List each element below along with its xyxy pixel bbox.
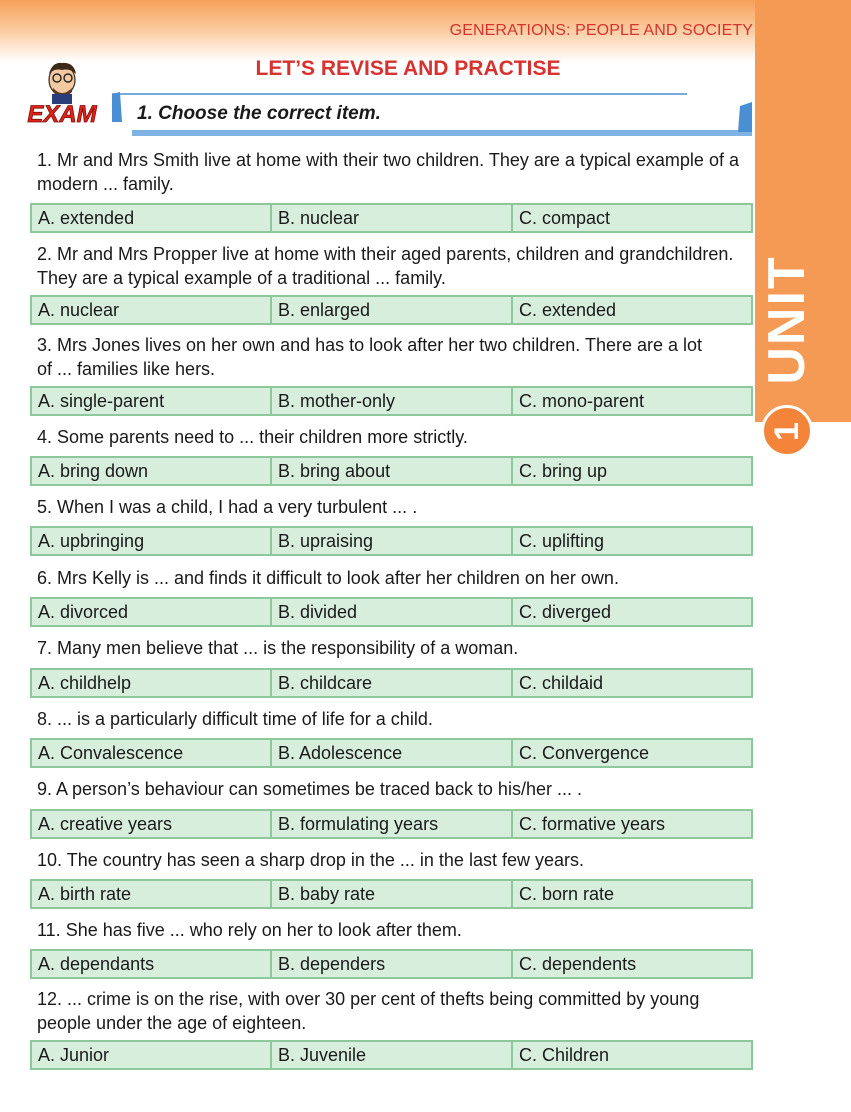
option-a[interactable]: A. single-parent <box>32 388 272 414</box>
option-b[interactable]: B. divided <box>272 599 513 625</box>
question-text: 5. When I was a child, I had a very turbulent ... . <box>37 497 418 517</box>
options-row <box>30 295 753 325</box>
exam-mascot-icon <box>22 58 102 130</box>
options-row <box>30 203 753 233</box>
question-text: 7. Many men believe that ... is the responsibility of a woman. <box>37 638 519 658</box>
option-a[interactable]: A. divorced <box>32 599 272 625</box>
option-a[interactable]: A. dependants <box>32 951 272 977</box>
option-c[interactable]: C. compact <box>519 208 611 228</box>
option-c[interactable]: C. Convergence <box>519 743 650 763</box>
exam-badge-text: EXAM <box>27 101 97 128</box>
options-row <box>30 879 753 909</box>
option-a[interactable]: A. bring down <box>32 458 272 484</box>
option-c[interactable]: C. Children <box>519 1045 610 1065</box>
exercise-instruction: 1. Choose the correct item. <box>137 103 381 124</box>
option-c[interactable]: C. bring up <box>519 461 608 481</box>
options-row <box>30 668 753 698</box>
question-text: 1. Mr and Mrs Smith live at home with their two children. They are a typical example of a modern ... family. <box>37 150 739 194</box>
option-c[interactable]: C. extended <box>519 300 617 320</box>
options-row <box>30 597 753 627</box>
unit-number: 1 <box>767 421 806 441</box>
page-title: LET’S REVISE AND PRACTISE <box>255 57 561 80</box>
options-row <box>30 386 753 416</box>
option-c[interactable]: C. dependents <box>519 954 637 974</box>
options-row <box>30 1040 753 1070</box>
option-c[interactable]: C. born rate <box>519 884 615 904</box>
option-b[interactable]: B. Adolescence <box>272 740 513 766</box>
option-b[interactable]: B. enlarged <box>272 297 513 323</box>
option-b[interactable]: B. bring about <box>272 458 513 484</box>
options-row <box>30 809 753 839</box>
option-c[interactable]: C. diverged <box>519 602 612 622</box>
option-b[interactable]: B. Juvenile <box>272 1042 513 1068</box>
option-b[interactable]: B. upraising <box>272 528 513 554</box>
question-text: 3. Mrs Jones lives on her own and has to look after her two children. There are a lot of ... families like hers. <box>37 335 703 379</box>
question-text: 8. ... is a particularly difficult time of life for a child. <box>37 709 433 729</box>
option-b[interactable]: B. childcare <box>272 670 513 696</box>
question-text: 2. Mr and Mrs Propper live at home with their aged parents, children and grandchildren. They are a typical example of a traditional ... family. <box>37 244 734 288</box>
options-row <box>30 738 753 768</box>
options-row <box>30 526 753 556</box>
question-text: 6. Mrs Kelly is ... and finds it difficult to look after her children on her own. <box>37 568 619 588</box>
question-text: 10. The country has seen a sharp drop in the ... in the last few years. <box>37 850 584 870</box>
option-b[interactable]: B. baby rate <box>272 881 513 907</box>
question-text: 12. ... crime is on the rise, with over 30 per cent of thefts being committed by young people under the age of eighteen. <box>37 989 700 1033</box>
option-a[interactable]: A. Junior <box>32 1042 272 1068</box>
option-b[interactable]: B. dependers <box>272 951 513 977</box>
option-a[interactable]: A. Convalescence <box>32 740 272 766</box>
option-b[interactable]: B. mother-only <box>272 388 513 414</box>
section-label: GENERATIONS: PEOPLE AND SOCIETY <box>449 22 753 39</box>
option-a[interactable]: A. creative years <box>32 811 272 837</box>
option-c[interactable]: C. mono-parent <box>519 391 645 411</box>
options-row <box>30 949 753 979</box>
option-b[interactable]: B. nuclear <box>272 205 513 231</box>
option-c[interactable]: C. formative years <box>519 814 666 834</box>
options-row <box>30 456 753 486</box>
unit-label: UNIT <box>758 255 816 385</box>
question-text: 9. A person’s behaviour can sometimes be traced back to his/her ... . <box>37 779 582 799</box>
option-c[interactable]: C. uplifting <box>519 531 605 551</box>
question-text: 4. Some parents need to ... their children more strictly. <box>37 427 468 447</box>
option-a[interactable]: A. birth rate <box>32 881 272 907</box>
option-c[interactable]: C. childaid <box>519 673 604 693</box>
option-a[interactable]: A. childhelp <box>32 670 272 696</box>
question-text: 11. She has five ... who rely on her to look after them. <box>37 920 462 940</box>
option-a[interactable]: A. nuclear <box>32 297 272 323</box>
option-b[interactable]: B. formulating years <box>272 811 513 837</box>
unit-number-badge <box>761 405 813 457</box>
option-a[interactable]: A. upbringing <box>32 528 272 554</box>
option-a[interactable]: A. extended <box>32 205 272 231</box>
